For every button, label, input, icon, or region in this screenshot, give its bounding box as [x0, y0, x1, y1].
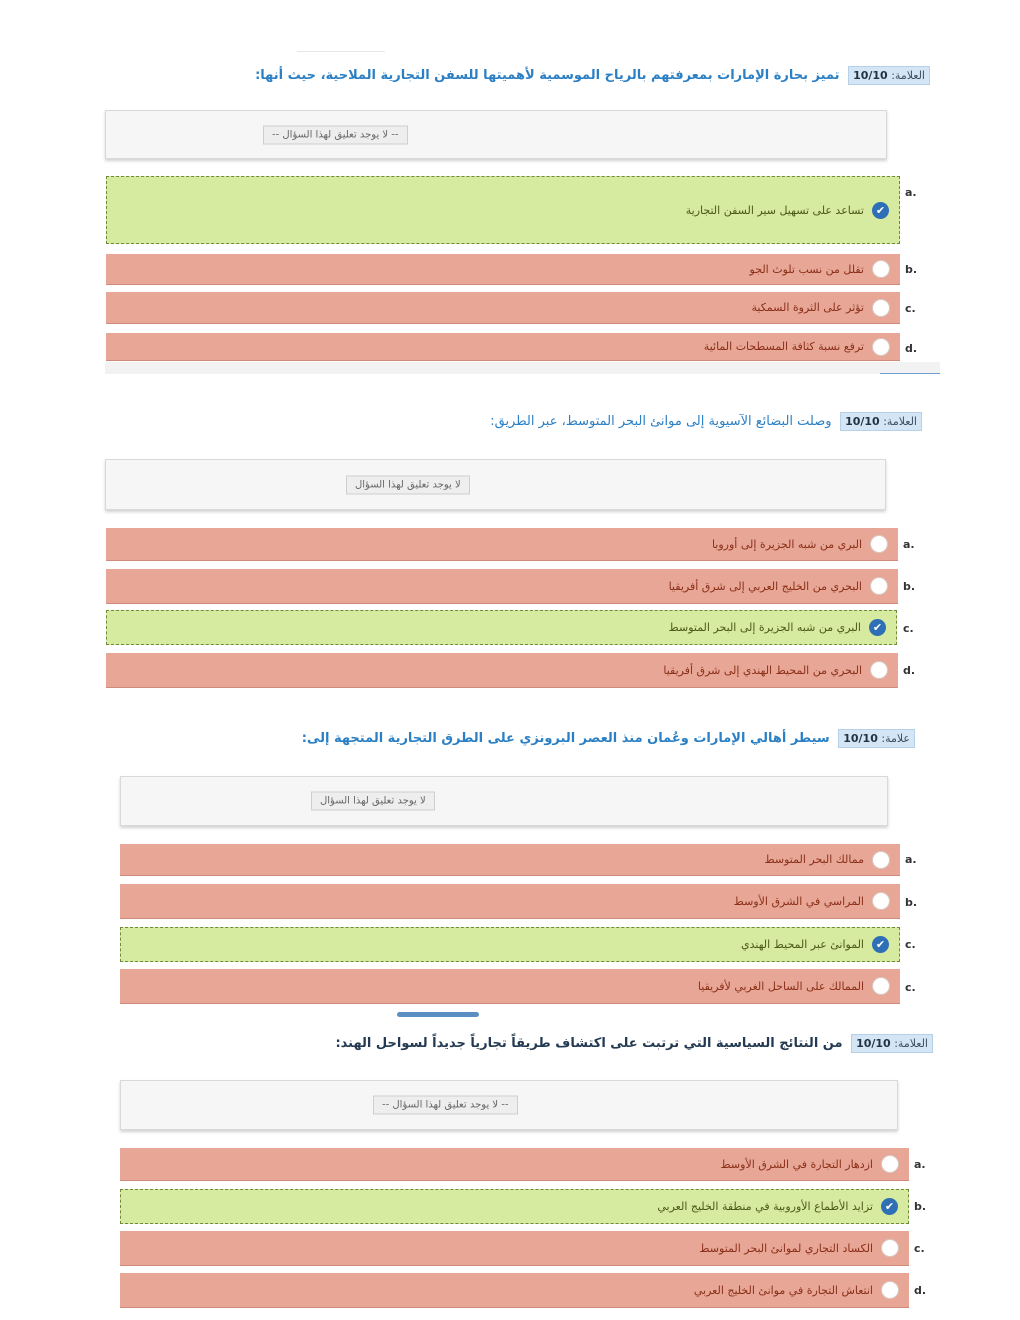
question-2-option-c[interactable]: [106, 610, 897, 645]
question-2-option-a[interactable]: [106, 528, 898, 561]
radio-icon[interactable]: [872, 338, 890, 356]
question-3-text: سيطر أهالي الإمارات وعُمان منذ العصر البرونزي على الطرق التجارية المتجهة إلى:: [301, 731, 830, 746]
option-text: تقلل من نسب تلوث الجو: [749, 262, 864, 276]
question-2-grade-badge: [840, 412, 922, 431]
option-letter: c.: [905, 938, 916, 951]
option-text: ممالك البحر المتوسط: [764, 853, 864, 866]
option-text: البري من شبه الجزيرة إلى أوروبا: [711, 537, 862, 551]
question-3-option-a[interactable]: [120, 844, 900, 876]
question-4-option-c[interactable]: [120, 1231, 909, 1266]
question-4-option-b[interactable]: [120, 1189, 909, 1224]
question-2-option-b[interactable]: [106, 569, 898, 604]
radio-icon[interactable]: [872, 892, 890, 910]
scroll-indicator: [397, 1012, 479, 1017]
section-separator: [105, 362, 940, 374]
option-letter: c.: [914, 1242, 925, 1255]
option-letter: a.: [905, 853, 917, 866]
question-3-option-d[interactable]: [120, 969, 900, 1004]
question-3-option-b[interactable]: [120, 884, 900, 919]
option-text: انتعاش التجارة في موانئ الخليج العربي: [693, 1283, 873, 1297]
radio-icon[interactable]: [872, 851, 890, 869]
radio-icon[interactable]: [881, 1239, 899, 1257]
check-icon: ✔: [869, 619, 886, 636]
radio-icon[interactable]: [881, 1155, 899, 1173]
comment-button[interactable]: لا يوجد تعليق لهذا السؤال: [311, 792, 435, 811]
top-divider: [297, 51, 385, 52]
option-letter: b.: [905, 896, 918, 909]
question-4-grade-badge: [851, 1034, 933, 1053]
question-2-option-d[interactable]: [106, 653, 898, 688]
option-text: البري من شبه الجزيرة إلى البحر المتوسط: [668, 621, 861, 634]
question-1-option-b[interactable]: [106, 254, 900, 285]
option-letter: b.: [914, 1200, 927, 1213]
option-letter: b.: [903, 580, 916, 593]
option-letter: c.: [905, 302, 916, 315]
option-letter: a.: [905, 186, 917, 199]
question-2-title: [490, 412, 922, 431]
option-text: الممالك على الساحل الغربي لأفريقيا: [697, 979, 864, 993]
check-icon: ✔: [881, 1198, 898, 1215]
question-4-option-a[interactable]: [120, 1148, 909, 1181]
check-icon: ✔: [872, 936, 889, 953]
question-1-comment-box: [105, 110, 887, 159]
question-4-option-d[interactable]: [120, 1273, 909, 1308]
radio-icon[interactable]: [872, 299, 890, 317]
question-1-option-c[interactable]: [106, 292, 900, 324]
grade-label: العلامة:: [894, 1037, 928, 1050]
grade-label: علامة:: [881, 732, 910, 745]
comment-button[interactable]: -- لا يوجد تعليق لهذا السؤال --: [263, 125, 408, 144]
question-1-grade-badge: [848, 66, 930, 85]
question-4-text: من النتائج السياسية التي ترتبت على اكتشاف طريقاً تجارياً جديداً لسواحل الهند:: [335, 1036, 843, 1051]
check-icon: ✔: [872, 202, 889, 219]
question-2-comment-box: [105, 459, 886, 510]
question-2-text: وصلت البضائع الآسيوية إلى موانئ البحر المتوسط، عبر الطريق:: [490, 414, 832, 429]
option-text: تساعد على تسهيل سير السفن التجارية: [685, 203, 864, 217]
radio-icon[interactable]: [870, 535, 888, 553]
comment-button[interactable]: لا يوجد تعليق لهذا السؤال: [346, 475, 470, 494]
option-letter: d.: [905, 342, 918, 355]
radio-icon[interactable]: [872, 260, 890, 278]
question-1-option-a[interactable]: [106, 176, 900, 244]
grade-value: 10/10: [845, 415, 880, 428]
radio-icon[interactable]: [870, 661, 888, 679]
option-text: ازدهار التجارة في الشرق الأوسط: [720, 1157, 873, 1171]
option-letter: d.: [903, 664, 916, 677]
grade-value: 10/10: [843, 732, 878, 745]
grade-value: 10/10: [853, 69, 888, 82]
option-text: البحري من الخليج العربي إلى شرق أفريقيا: [668, 579, 862, 593]
comment-button[interactable]: -- لا يوجد تعليق لهذا السؤال --: [373, 1096, 518, 1115]
option-text: الكساد التجاري لموانئ البحر المتوسط: [699, 1241, 873, 1255]
option-text: ترفع نسبة كثافة المسطحات المائية: [703, 340, 864, 353]
option-text: تزايد الأطماع الأوروبية في منطقة الخليج العربي: [657, 1200, 873, 1213]
option-letter: d.: [914, 1284, 927, 1297]
option-letter: a.: [914, 1158, 926, 1171]
grade-value: 10/10: [856, 1037, 891, 1050]
question-3-comment-box: [120, 776, 888, 826]
option-text: تؤثر على الثروة السمكية: [751, 301, 864, 314]
radio-icon[interactable]: [881, 1281, 899, 1299]
question-3-title: [302, 729, 915, 748]
grade-label: العلامة:: [883, 415, 917, 428]
question-1-title: [255, 66, 930, 85]
question-1-option-d[interactable]: [106, 333, 900, 361]
section-separator-accent: [880, 373, 940, 374]
option-text: الموانئ عبر المحيط الهندي: [741, 938, 864, 951]
question-1-text: تميز بحارة الإمارات بمعرفتهم بالرياح الموسمية لأهميتها للسفن التجارية الملاحية، حيث أنها:: [255, 68, 840, 83]
radio-icon[interactable]: [870, 577, 888, 595]
question-3-grade-badge: [838, 729, 915, 748]
radio-icon[interactable]: [872, 977, 890, 995]
option-text: المراسي في الشرق الأوسط: [733, 894, 864, 908]
option-letter: a.: [903, 538, 915, 551]
option-letter: c.: [905, 981, 916, 994]
option-letter: c.: [903, 622, 914, 635]
question-4-title: [335, 1034, 933, 1053]
question-4-comment-box: [120, 1080, 898, 1130]
option-letter: b.: [905, 263, 918, 276]
grade-label: العلامة:: [891, 69, 925, 82]
option-text: البحري من المحيط الهندي إلى شرق أفريقيا: [663, 663, 862, 677]
question-3-option-c[interactable]: [120, 927, 900, 962]
